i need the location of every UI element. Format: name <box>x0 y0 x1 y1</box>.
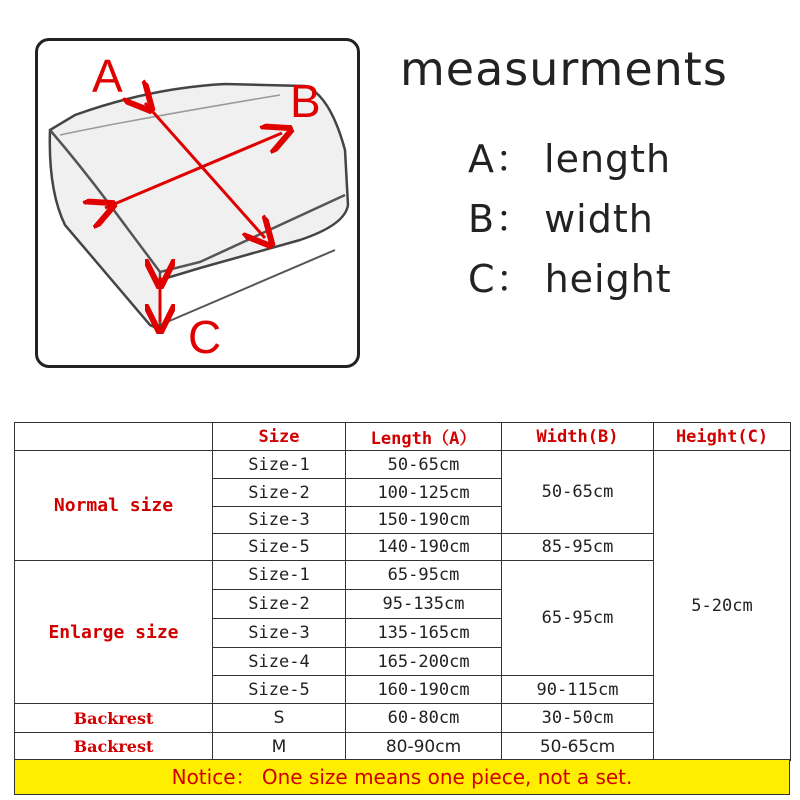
legend-label: width <box>544 197 654 241</box>
width-cell: 90-115cm <box>502 676 654 704</box>
size-cell: Size-3 <box>213 507 346 534</box>
size-cell: S <box>213 704 346 733</box>
size-cell: Size-2 <box>213 479 346 507</box>
length-cell: 80-90cm <box>346 733 502 761</box>
length-cell: 50-65cm <box>346 451 502 479</box>
size-cell: M <box>213 733 346 761</box>
legend-label: length <box>544 137 672 181</box>
width-cell: 65-95cm <box>502 561 654 676</box>
legend-row-a <box>468 128 671 183</box>
label-a: A <box>92 50 123 102</box>
size-cell: Size-5 <box>213 534 346 561</box>
size-cell: Size-1 <box>213 451 346 479</box>
legend-key: B <box>468 197 496 241</box>
length-cell: 150-190cm <box>346 507 502 534</box>
legend-key: C <box>468 257 496 301</box>
legend-sep: ： <box>495 257 535 301</box>
legend-key: A <box>468 137 495 181</box>
legend-row-c <box>468 248 672 303</box>
legend-label: height <box>544 257 672 301</box>
length-cell: 60-80cm <box>346 704 502 733</box>
cushion-illustration <box>0 0 400 400</box>
width-cell: 50-65cm <box>502 451 654 534</box>
header-height: Height(C) <box>654 423 791 451</box>
length-cell: 160-190cm <box>346 676 502 704</box>
table-row <box>15 451 791 479</box>
length-cell: 100-125cm <box>346 479 502 507</box>
header-length: Length（A） <box>346 423 502 451</box>
size-cell: Size-5 <box>213 676 346 704</box>
length-cell: 140-190cm <box>346 534 502 561</box>
header-cell-empty <box>15 423 213 451</box>
height-cell: 5-20cm <box>654 451 791 761</box>
group-backrest: Backrest <box>15 704 213 733</box>
group-normal-size: Normal size <box>15 451 213 561</box>
header-size: Size <box>213 423 346 451</box>
size-cell: Size-1 <box>213 561 346 590</box>
length-cell: 165-200cm <box>346 648 502 676</box>
group-backrest: Backrest <box>15 733 213 761</box>
width-cell: 85-95cm <box>502 534 654 561</box>
notice-banner: Notice： One size means one piece, not a set. <box>14 759 790 795</box>
length-cell: 65-95cm <box>346 561 502 590</box>
width-cell: 30-50cm <box>502 704 654 733</box>
label-b: B <box>290 75 321 127</box>
length-cell: 95-135cm <box>346 590 502 619</box>
table-header-row <box>15 423 791 451</box>
legend-sep: ： <box>495 137 535 181</box>
header-width: Width(B) <box>502 423 654 451</box>
width-cell: 50-65cm <box>502 733 654 761</box>
length-cell: 135-165cm <box>346 619 502 648</box>
label-c: C <box>188 311 222 363</box>
size-table <box>14 422 791 761</box>
size-cell: Size-4 <box>213 648 346 676</box>
legend-row-b <box>468 188 654 243</box>
group-enlarge-size: Enlarge size <box>15 561 213 704</box>
size-cell: Size-3 <box>213 619 346 648</box>
size-cell: Size-2 <box>213 590 346 619</box>
legend-sep: ： <box>495 197 535 241</box>
legend-title: measurments <box>400 42 728 96</box>
